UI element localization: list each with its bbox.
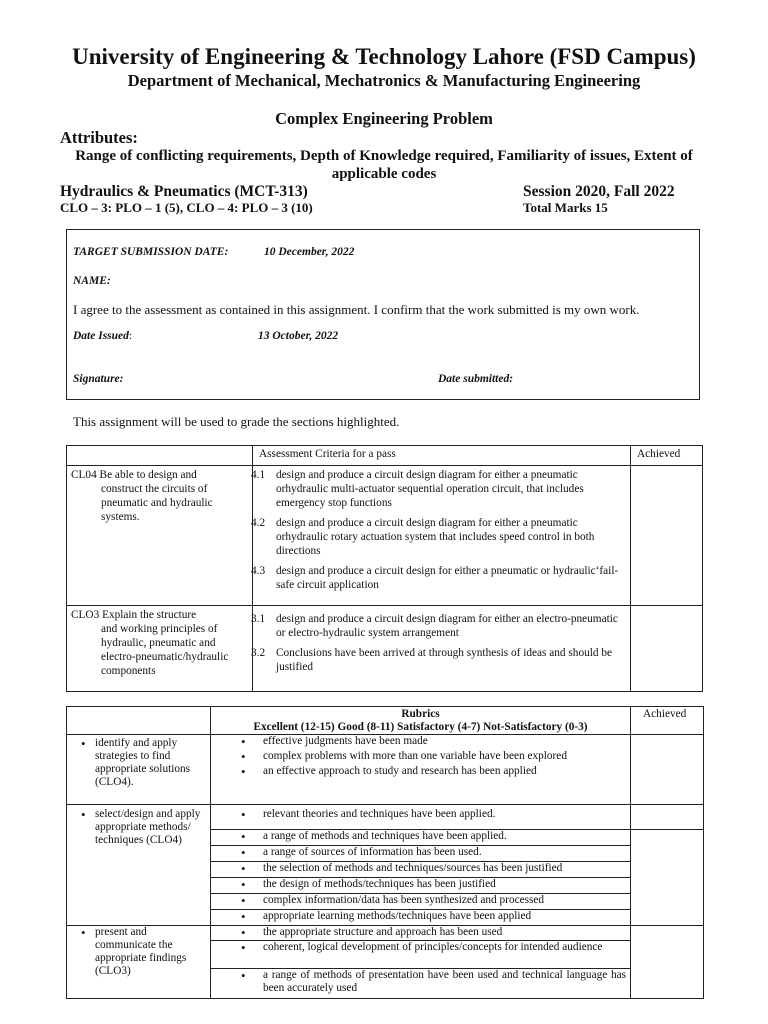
outcome-cell: • identify and apply strategies to find appropriate solutions (CLO4). — [67, 735, 211, 805]
university-title: University of Engineering & Technology Lahore (FSD Campus) — [72, 44, 696, 69]
criterion-4-3: 4.3 design and produce a circuit design for either a pneumatic or hydraulic‘fail-safe circuit application — [251, 565, 619, 591]
criterion-4-2: 4.2 design and produce a circuit design diagram for either a pneumatic orhydraulic rotary actuation system that includes speed control in both directions — [251, 517, 595, 557]
achieved-cell[interactable] — [631, 466, 703, 606]
clo-plo-mapping: CLO – 3: PLO – 1 (5), CLO – 4: PLO – 3 (10) — [60, 200, 313, 215]
signature-label: Signature: — [73, 373, 124, 385]
achieved-cell[interactable] — [631, 735, 704, 805]
assessment-criteria-table — [66, 445, 703, 692]
outcome-cell: • present and communicate the appropriate findings (CLO3) — [67, 926, 211, 999]
table-row — [67, 606, 703, 692]
date-submitted-label: Date submitted: — [438, 373, 514, 385]
rubric-items: • effective judgments have been made • complex problems with more than one variable have been explored • an effective approach to study and research has been applied — [211, 735, 631, 805]
achieved-cell[interactable] — [631, 805, 704, 830]
table-row — [67, 466, 703, 606]
rubrics-title: Rubrics — [401, 708, 440, 720]
name-label: NAME: — [73, 275, 111, 287]
table-row: • a range of sources of information has been used. — [67, 846, 704, 862]
agreement-statement: I agree to the assessment as contained in this assignment. I confirm that the work submitted is my own work. — [73, 302, 640, 317]
achieved-cell[interactable] — [631, 606, 703, 692]
submission-box — [66, 229, 700, 400]
criterion-4-1: 4.1 design and produce a circuit design diagram for either a pneumatic orhydraulic multi-actuator sequential operation circuit, that includes emergency stop functions — [251, 469, 584, 509]
target-date-label: TARGET SUBMISSION DATE: — [73, 246, 229, 258]
rubrics-achieved-header: Achieved — [631, 707, 704, 735]
rubrics-table — [66, 706, 704, 999]
table-row: • a range of methods and techniques have been applied. — [67, 830, 704, 846]
rubrics-header-row — [67, 707, 704, 735]
date-issued-label: Date Issued: — [73, 330, 133, 342]
department-title: Department of Mechanical, Mechatronics & Manufacturing Engineering — [127, 71, 641, 90]
clo4-criteria — [253, 466, 631, 606]
date-issued-value: 13 October, 2022 — [258, 330, 339, 342]
attributes-text: Range of conflicting requirements, Depth of Knowledge required, Familiarity of issues, Extent of applicable codes — [75, 148, 693, 182]
course-name: Hydraulics & Pneumatics (MCT-313) — [60, 183, 308, 200]
criterion-3-2: 3.2 Conclusions have been arrived at through synthesis of ideas and should be justified — [251, 647, 613, 673]
target-date-value: 10 December, 2022 — [264, 246, 355, 258]
clo3-criteria — [253, 606, 631, 692]
total-marks: Total Marks 15 — [523, 200, 608, 215]
table-row: • coherent, logical development of principles/concepts for intended audience — [67, 941, 704, 969]
assignment-note: This assignment will be used to grade the sections highlighted. — [73, 414, 400, 429]
criterion-3-1: 3.1 design and produce a circuit design diagram for either an electro-pneumatic or electro-hydraulic system arrangement — [251, 613, 618, 639]
table-row: • present and communicate the appropriate findings (CLO3) • the appropriate structure and approach has been used — [67, 926, 704, 941]
table-row: • select/design and apply appropriate methods/ techniques (CLO4) • relevant theories and techniques have been applied. — [67, 805, 704, 830]
clo4-cell: CL04 Be able to design and construct the circuits of pneumatic and hydraulic systems. — [67, 466, 253, 606]
achieved-cell[interactable] — [631, 830, 704, 926]
attributes-label: Attributes: — [60, 128, 138, 147]
table-row — [67, 735, 704, 805]
table-row: • the selection of methods and techniques/sources has been justified — [67, 862, 704, 878]
criteria-header: Assessment Criteria for a pass — [253, 446, 631, 466]
rubrics-header — [211, 707, 631, 735]
table-row: • appropriate learning methods/techniques have been applied — [67, 910, 704, 926]
table-header-row — [67, 446, 703, 466]
table-row: • a range of methods of presentation have been used and technical language has been accurately used — [67, 969, 704, 999]
achieved-header: Achieved — [631, 446, 703, 466]
rubrics-scale: Excellent (12-15) Good (8-11) Satisfactory (4-7) Not-Satisfactory (0-3) — [253, 721, 588, 733]
outcome-cell: • select/design and apply appropriate methods/ techniques (CLO4) — [67, 805, 211, 926]
achieved-cell[interactable] — [631, 926, 704, 999]
clo3-cell: CLO3 Explain the structure and working principles of hydraulic, pneumatic and electro-pneumatic/hydraulic components — [67, 606, 253, 692]
table-row: • the design of methods/techniques has been justified — [67, 878, 704, 894]
table-row: • complex information/data has been synthesized and processed — [67, 894, 704, 910]
session-info: Session 2020, Fall 2022 — [523, 183, 675, 200]
problem-title: Complex Engineering Problem — [275, 109, 493, 128]
